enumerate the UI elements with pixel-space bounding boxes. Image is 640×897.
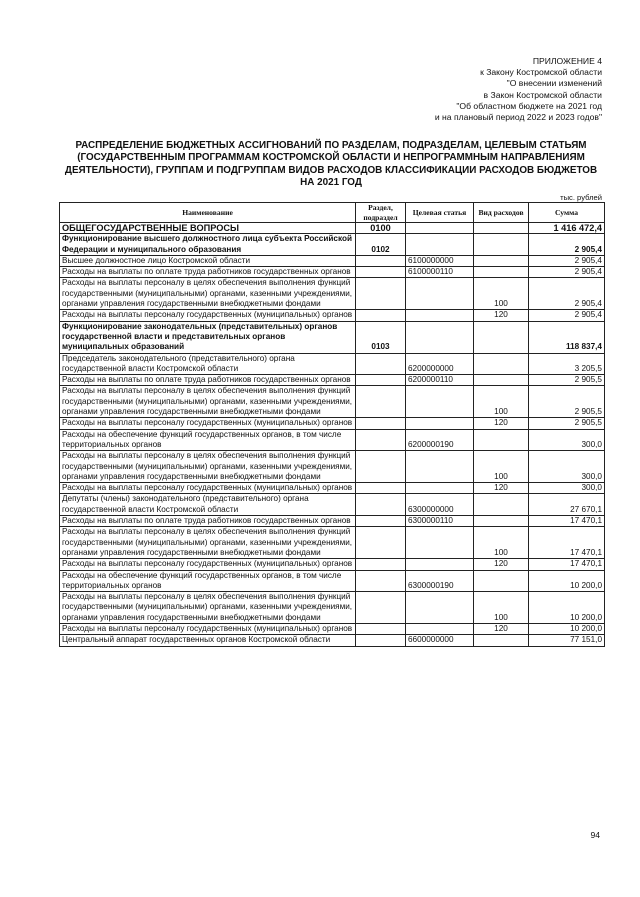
cell-section — [356, 451, 406, 483]
cell-target — [406, 321, 474, 353]
cell-kind: 120 — [474, 483, 529, 494]
budget-table — [59, 202, 605, 647]
cell-target — [406, 278, 474, 310]
cell-section — [356, 559, 406, 570]
cell-section — [356, 418, 406, 429]
cell-kind: 100 — [474, 592, 529, 624]
table-row — [60, 451, 605, 483]
table-row — [60, 516, 605, 527]
subsection-row — [60, 321, 605, 353]
cell-target: 6200000190 — [406, 429, 474, 451]
cell-name: Расходы на обеспечение функций государственных органов, в том числе территориальных органов — [60, 570, 356, 592]
table-row — [60, 418, 605, 429]
cell-kind — [474, 635, 529, 646]
cell-target — [406, 223, 474, 234]
cell-sum: 2 905,4 — [529, 278, 605, 310]
cell-name: Расходы на выплаты персоналу в целях обеспечения выполнения функций государственными (муниципальными) органами, казенными учреждениями, органами управления государственными внебюджетными фондами — [60, 451, 356, 483]
cell-sum: 3 205,5 — [529, 353, 605, 375]
cell-section — [356, 623, 406, 634]
cell-kind — [474, 267, 529, 278]
cell-target — [406, 592, 474, 624]
cell-kind — [474, 570, 529, 592]
cell-target: 6100000000 — [406, 255, 474, 266]
cell-sum: 10 200,0 — [529, 623, 605, 634]
appendix-block — [435, 56, 602, 123]
table-row — [60, 494, 605, 516]
cell-kind — [474, 375, 529, 386]
cell-sum: 300,0 — [529, 483, 605, 494]
cell-name: Расходы на выплаты по оплате труда работников государственных органов — [60, 267, 356, 278]
cell-section: 0102 — [356, 234, 406, 256]
cell-name: Расходы на выплаты персоналу государственных (муниципальных) органов — [60, 483, 356, 494]
cell-sum: 1 416 472,4 — [529, 223, 605, 234]
cell-section — [356, 267, 406, 278]
cell-target: 6300000190 — [406, 570, 474, 592]
cell-name: Центральный аппарат государственных органов Костромской области — [60, 635, 356, 646]
cell-name: Расходы на обеспечение функций государственных органов, в том числе территориальных органов — [60, 429, 356, 451]
table-row — [60, 592, 605, 624]
table-row — [60, 353, 605, 375]
cell-name: Депутаты (члены) законодательного (представительного) органа государственной власти Костромской области — [60, 494, 356, 516]
cell-name: Расходы на выплаты персоналу государственных (муниципальных) органов — [60, 310, 356, 321]
cell-kind — [474, 494, 529, 516]
cell-sum: 17 470,1 — [529, 559, 605, 570]
cell-sum: 10 200,0 — [529, 570, 605, 592]
table-row — [60, 386, 605, 418]
cell-name: Расходы на выплаты персоналу в целях обеспечения выполнения функций государственными (муниципальными) органами, казенными учреждениями, органами управления государственными внебюджетными фондами — [60, 527, 356, 559]
cell-name: Расходы на выплаты персоналу в целях обеспечения выполнения функций государственными (муниципальными) органами, казенными учреждениями, органами управления государственными внебюджетными фондами — [60, 386, 356, 418]
cell-sum: 27 670,1 — [529, 494, 605, 516]
appendix-line: "Об областном бюджете на 2021 год — [456, 100, 602, 111]
header-kind: Вид расходов — [474, 203, 529, 223]
cell-kind: 120 — [474, 623, 529, 634]
table-row — [60, 527, 605, 559]
header-target: Целевая статья — [406, 203, 474, 223]
table-row — [60, 635, 605, 646]
table-row — [60, 429, 605, 451]
cell-target — [406, 527, 474, 559]
cell-target — [406, 451, 474, 483]
cell-target — [406, 483, 474, 494]
cell-target: 6100000110 — [406, 267, 474, 278]
cell-target — [406, 559, 474, 570]
table-row — [60, 623, 605, 634]
cell-kind: 100 — [474, 278, 529, 310]
cell-name: Председатель законодательного (представительного) органа государственной власти Костромской области — [60, 353, 356, 375]
cell-section — [356, 429, 406, 451]
cell-section — [356, 635, 406, 646]
cell-section — [356, 516, 406, 527]
cell-section — [356, 494, 406, 516]
cell-target — [406, 623, 474, 634]
cell-target — [406, 386, 474, 418]
appendix-line: ПРИЛОЖЕНИЕ 4 — [532, 56, 602, 66]
cell-target: 6300000110 — [406, 516, 474, 527]
cell-section — [356, 255, 406, 266]
page-number: 94 — [590, 830, 600, 840]
table-row — [60, 278, 605, 310]
appendix-line: к Закону Костромской области — [480, 67, 602, 78]
appendix-line: и на плановый период 2022 и 2023 годов" — [434, 112, 602, 123]
document-title: РАСПРЕДЕЛЕНИЕ БЮДЖЕТНЫХ АССИГНОВАНИЙ ПО РАЗДЕЛАМ, ПОДРАЗДЕЛАМ, ЦЕЛЕВЫМ СТАТЬЯМ (ГОСУДАРСТВЕННЫМ ПРОГРАММАМ КОСТРОМСКОЙ ОБЛАСТИ И НЕПРОГРАММНЫМ НАПРАВЛЕНИЯМ ДЕЯТЕЛЬНОСТИ), ГРУППАМ И ПОДГРУППАМ ВИДОВ РАСХОДОВ КЛАССИФИКАЦИИ РАСХОДОВ БЮДЖЕТОВ НА 2021 ГОД — [64, 140, 598, 189]
cell-section — [356, 353, 406, 375]
cell-name: Расходы на выплаты персоналу в целях обеспечения выполнения функций государственными (муниципальными) органами, казенными учреждениями, органами управления государственными внебюджетными фондами — [60, 592, 356, 624]
cell-section — [356, 375, 406, 386]
cell-section — [356, 310, 406, 321]
cell-sum: 300,0 — [529, 451, 605, 483]
cell-name: Расходы на выплаты персоналу в целях обеспечения выполнения функций государственными (муниципальными) органами, казенными учреждениями, органами управления государственными внебюджетными фондами — [60, 278, 356, 310]
cell-kind — [474, 234, 529, 256]
section-row — [60, 223, 605, 234]
cell-target: 6200000110 — [406, 375, 474, 386]
cell-name: Расходы на выплаты персоналу государственных (муниципальных) органов — [60, 623, 356, 634]
cell-kind — [474, 223, 529, 234]
table-row — [60, 255, 605, 266]
cell-section — [356, 570, 406, 592]
cell-kind — [474, 353, 529, 375]
cell-section — [356, 483, 406, 494]
cell-kind: 120 — [474, 310, 529, 321]
cell-kind: 100 — [474, 527, 529, 559]
cell-target — [406, 234, 474, 256]
cell-kind: 120 — [474, 559, 529, 570]
table-row — [60, 267, 605, 278]
cell-kind: 120 — [474, 418, 529, 429]
table-row — [60, 570, 605, 592]
cell-kind — [474, 429, 529, 451]
table-row — [60, 310, 605, 321]
cell-section — [356, 592, 406, 624]
cell-target: 6300000000 — [406, 494, 474, 516]
cell-kind: 100 — [474, 451, 529, 483]
cell-sum: 77 151,0 — [529, 635, 605, 646]
cell-section: 0100 — [356, 223, 406, 234]
cell-sum: 2 905,5 — [529, 386, 605, 418]
cell-name: Расходы на выплаты по оплате труда работников государственных органов — [60, 375, 356, 386]
cell-sum: 2 905,4 — [529, 234, 605, 256]
cell-name: Расходы на выплаты персоналу государственных (муниципальных) органов — [60, 418, 356, 429]
cell-kind — [474, 255, 529, 266]
cell-section — [356, 278, 406, 310]
cell-sum: 2 905,4 — [529, 255, 605, 266]
cell-name: ОБЩЕГОСУДАРСТВЕННЫЕ ВОПРОСЫ — [60, 223, 356, 234]
appendix-line: в Закон Костромской области — [483, 89, 602, 100]
cell-sum: 17 470,1 — [529, 527, 605, 559]
table-header-row — [60, 203, 605, 223]
header-section: Раздел, подраздел — [356, 203, 406, 223]
subsection-row — [60, 234, 605, 256]
cell-target — [406, 310, 474, 321]
cell-name: Функционирование высшего должностного лица субъекта Российской Федерации и муниципального образования — [60, 234, 356, 256]
cell-sum: 17 470,1 — [529, 516, 605, 527]
cell-sum: 10 200,0 — [529, 592, 605, 624]
cell-kind — [474, 321, 529, 353]
cell-target: 6200000000 — [406, 353, 474, 375]
units-label: тыс. рублей — [560, 193, 602, 202]
cell-sum: 2 905,4 — [529, 267, 605, 278]
cell-section: 0103 — [356, 321, 406, 353]
header-sum: Сумма — [529, 203, 605, 223]
cell-name: Высшее должностное лицо Костромской области — [60, 255, 356, 266]
table-row — [60, 375, 605, 386]
header-name: Наименование — [60, 203, 356, 223]
cell-sum: 300,0 — [529, 429, 605, 451]
cell-section — [356, 386, 406, 418]
table-row — [60, 483, 605, 494]
cell-kind — [474, 516, 529, 527]
cell-target — [406, 418, 474, 429]
cell-name: Расходы на выплаты по оплате труда работников государственных органов — [60, 516, 356, 527]
cell-name: Функционирование законодательных (представительных) органов государственной власти и представительных органов муниципальных образований — [60, 321, 356, 353]
cell-name: Расходы на выплаты персоналу государственных (муниципальных) органов — [60, 559, 356, 570]
cell-kind: 100 — [474, 386, 529, 418]
cell-sum: 2 905,4 — [529, 310, 605, 321]
appendix-line: "О внесении изменений — [506, 78, 602, 89]
cell-sum: 118 837,4 — [529, 321, 605, 353]
cell-target: 6600000000 — [406, 635, 474, 646]
cell-sum: 2 905,5 — [529, 418, 605, 429]
table-body — [60, 223, 605, 647]
table-row — [60, 559, 605, 570]
cell-sum: 2 905,5 — [529, 375, 605, 386]
cell-section — [356, 527, 406, 559]
